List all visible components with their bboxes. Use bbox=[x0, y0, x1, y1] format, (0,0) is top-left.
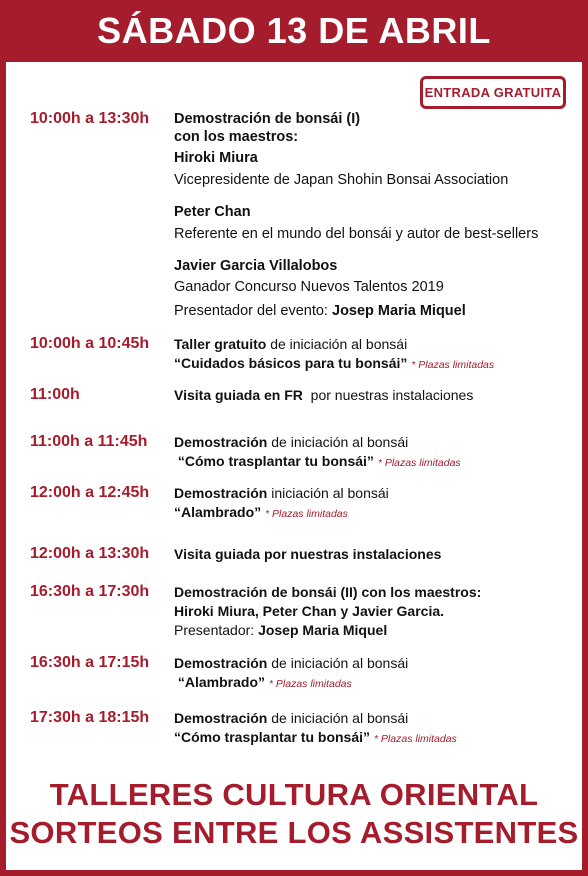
session-subtitle: “Alambrado” bbox=[174, 674, 266, 690]
session-subtitle: “Cuidados básicos para tu bonsái” bbox=[174, 355, 408, 371]
schedule-description bbox=[174, 433, 570, 473]
presenter-label: Presentador del evento: bbox=[174, 303, 328, 319]
session-detail: de iniciación al bonsái bbox=[266, 336, 408, 352]
schedule-description bbox=[174, 654, 570, 694]
schedule-description bbox=[174, 583, 570, 640]
master-description: Referente en el mundo del bonsái y autor de best-sellers bbox=[174, 226, 539, 242]
session-title: Demostración bbox=[174, 710, 268, 726]
master-name: Hiroki Miura bbox=[174, 150, 258, 166]
session-detail: de iniciación al bonsái bbox=[267, 710, 409, 726]
master-name: Javier Garcia Villalobos bbox=[174, 258, 338, 274]
schedule-time: 12:00h a 13:30h bbox=[30, 545, 150, 562]
schedule-time: 11:00h a 11:45h bbox=[30, 433, 148, 450]
session-title: Demostración de bonsái (II) con los maestros: bbox=[174, 584, 482, 600]
limited-places-note: * Plazas limitadas bbox=[377, 457, 461, 469]
schedule-description bbox=[174, 335, 570, 375]
session-subtitle: “Cómo trasplantar tu bonsái” bbox=[174, 729, 371, 745]
schedule-time: 10:00h a 13:30h bbox=[30, 110, 150, 127]
session-detail: por nuestras instalaciones bbox=[302, 387, 474, 403]
presenter-name: Josep Maria Miquel bbox=[332, 303, 466, 319]
limited-places-note: * Plazas limitadas bbox=[265, 508, 348, 520]
free-entry-stamp: ENTRADA GRATUITA bbox=[420, 76, 566, 109]
session-title: Demostración bbox=[174, 485, 268, 501]
presenter-name: Josep Maria Miquel bbox=[258, 622, 388, 638]
master-name: Peter Chan bbox=[174, 204, 251, 220]
schedule-description bbox=[174, 709, 570, 749]
session-title: Demostración de bonsái (I) bbox=[174, 111, 361, 127]
master-description: Vicepresidente de Japan Shohin Bonsai Association bbox=[174, 172, 509, 188]
footer-raffle-line: SORTEOS ENTRE LOS ASSISTENTES bbox=[9, 815, 579, 850]
session-detail: iniciación al bonsái bbox=[267, 485, 389, 501]
limited-places-note: * Plazas limitadas bbox=[268, 678, 352, 690]
presenter-line bbox=[174, 302, 570, 320]
schedule-time: 12:00h a 12:45h bbox=[30, 484, 150, 501]
schedule-description bbox=[174, 484, 570, 524]
session-subtitle: “Cómo trasplantar tu bonsái” bbox=[174, 453, 374, 469]
schedule-description bbox=[174, 386, 570, 405]
limited-places-note: * Plazas limitadas bbox=[411, 359, 495, 371]
schedule-time: 11:00h bbox=[30, 386, 80, 403]
session-detail: de iniciación al bonsái bbox=[267, 434, 409, 450]
footer bbox=[0, 776, 588, 852]
session-title: Demostración bbox=[174, 434, 268, 450]
session-masters: Hiroki Miura, Peter Chan y Javier Garcia. bbox=[174, 603, 445, 619]
schedule-description bbox=[174, 545, 570, 564]
page-title: SÁBADO 13 DE ABRIL bbox=[97, 10, 491, 51]
limited-places-note: * Plazas limitadas bbox=[373, 733, 457, 745]
header-banner bbox=[0, 0, 588, 62]
session-title-cont: con los maestros: bbox=[174, 129, 299, 145]
schedule-time: 10:00h a 10:45h bbox=[30, 335, 150, 352]
presenter-label: Presentador: bbox=[174, 622, 259, 638]
schedule-time: 17:30h a 18:15h bbox=[30, 709, 150, 726]
session-subtitle: “Alambrado” bbox=[174, 504, 262, 520]
schedule-description bbox=[174, 110, 570, 320]
session-title: Taller gratuito bbox=[174, 336, 267, 352]
session-title: Visita guiada por nuestras instalaciones bbox=[174, 546, 442, 562]
session-title: Visita guiada en FR bbox=[174, 387, 303, 403]
schedule-time: 16:30h a 17:30h bbox=[30, 583, 150, 600]
session-detail: de iniciación al bonsái bbox=[267, 655, 409, 671]
session-title: Demostración bbox=[174, 655, 268, 671]
master-description: Ganador Concurso Nuevos Talentos 2019 bbox=[174, 279, 444, 295]
schedule-time: 16:30h a 17:15h bbox=[30, 654, 150, 671]
footer-workshops-line: TALLERES CULTURA ORIENTAL bbox=[49, 777, 539, 812]
